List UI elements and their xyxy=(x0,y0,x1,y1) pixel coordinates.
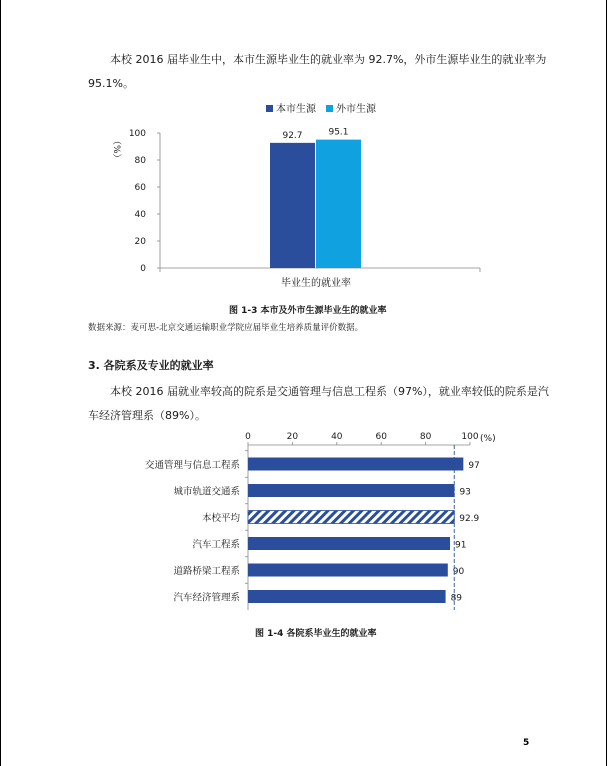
y-tick-label-20: 20 xyxy=(134,237,146,247)
bar-outside xyxy=(316,140,361,268)
bar-local xyxy=(270,143,315,268)
category-label: 交通管理与信息工程系 xyxy=(144,460,240,471)
legend-label-outside: 外市生源 xyxy=(336,104,376,115)
paragraph-1-line-1: 本校 2016 届毕业生中，本市生源毕业生的就业率为 92.7%，外市生源毕业生的就业率为 xyxy=(110,53,547,66)
chart-1-source: 数据来源：麦可思-北京交通运输职业学院应届毕业生培养质量评价数据。 xyxy=(88,323,364,333)
section-3-line-1: 本校 2016 届就业率较高的院系是交通管理与信息工程系（97%），就业率较低的院系是汽 xyxy=(110,385,549,398)
bar-value-label: 95.1 xyxy=(328,127,349,138)
legend-label-local: 本市生源 xyxy=(276,104,316,115)
bar-average xyxy=(248,511,454,524)
chart-1 xyxy=(100,96,500,301)
chart-2 xyxy=(120,428,520,618)
bar-department xyxy=(248,590,446,603)
chart-2-unit-label: (%) xyxy=(480,434,496,444)
section-3-paragraph xyxy=(88,380,548,428)
y-tick-label-80: 80 xyxy=(134,156,146,166)
category-label: 汽车工程系 xyxy=(192,539,240,551)
category-label: 汽车经济管理系 xyxy=(173,592,240,604)
y-tick-label-0: 0 xyxy=(140,264,146,274)
x-tick-label-40: 40 xyxy=(331,432,343,442)
paragraph-1-line-2: 95.1%。 xyxy=(88,77,134,90)
page-border-left xyxy=(0,0,1,766)
x-tick-label-20: 20 xyxy=(286,432,299,442)
category-label: 城市轨道交通系 xyxy=(173,486,240,498)
y-tick-label-100: 100 xyxy=(128,129,146,139)
category-label: 道路桥梁工程系 xyxy=(173,566,240,577)
legend-swatch-local xyxy=(266,105,273,112)
bar-value-label: 91 xyxy=(455,540,467,551)
chart-1-caption: 图 1-3 本市及外市生源毕业生的就业率 xyxy=(229,306,387,316)
bar-department xyxy=(248,484,454,497)
page-border-right xyxy=(606,0,607,766)
category-label: 本校平均 xyxy=(201,513,240,524)
x-tick-label-100: 100 xyxy=(461,432,479,442)
x-tick-label-60: 60 xyxy=(375,432,387,442)
y-tick-label-40: 40 xyxy=(134,210,146,220)
y-axis-unit: （%） xyxy=(111,136,121,163)
bar-value-label: 92.9 xyxy=(459,514,480,524)
bar-value-label: 97 xyxy=(468,461,480,471)
bar-department xyxy=(248,564,448,577)
chart-2-caption: 图 1-4 各院系毕业生的就业率 xyxy=(255,629,377,639)
x-tick-label-0: 0 xyxy=(245,432,251,442)
y-tick-label-60: 60 xyxy=(134,183,146,193)
bar-value-label: 90 xyxy=(452,567,465,577)
bar-value-label: 89 xyxy=(450,593,463,604)
bar-value-label: 92.7 xyxy=(282,130,303,141)
bar-department xyxy=(248,458,463,471)
section-3-heading: 3. 各院系及专业的就业率 xyxy=(88,359,214,372)
bar-value-label: 93 xyxy=(459,487,471,498)
section-3-line-2: 车经济管理系（89%）。 xyxy=(88,409,206,422)
page-number: 5 xyxy=(523,738,530,748)
x-category-label: 毕业生的就业率 xyxy=(281,278,351,289)
legend-swatch-outside xyxy=(326,105,333,112)
x-tick-label-80: 80 xyxy=(419,432,432,442)
bar-department xyxy=(248,537,450,550)
paragraph-1 xyxy=(88,48,548,96)
